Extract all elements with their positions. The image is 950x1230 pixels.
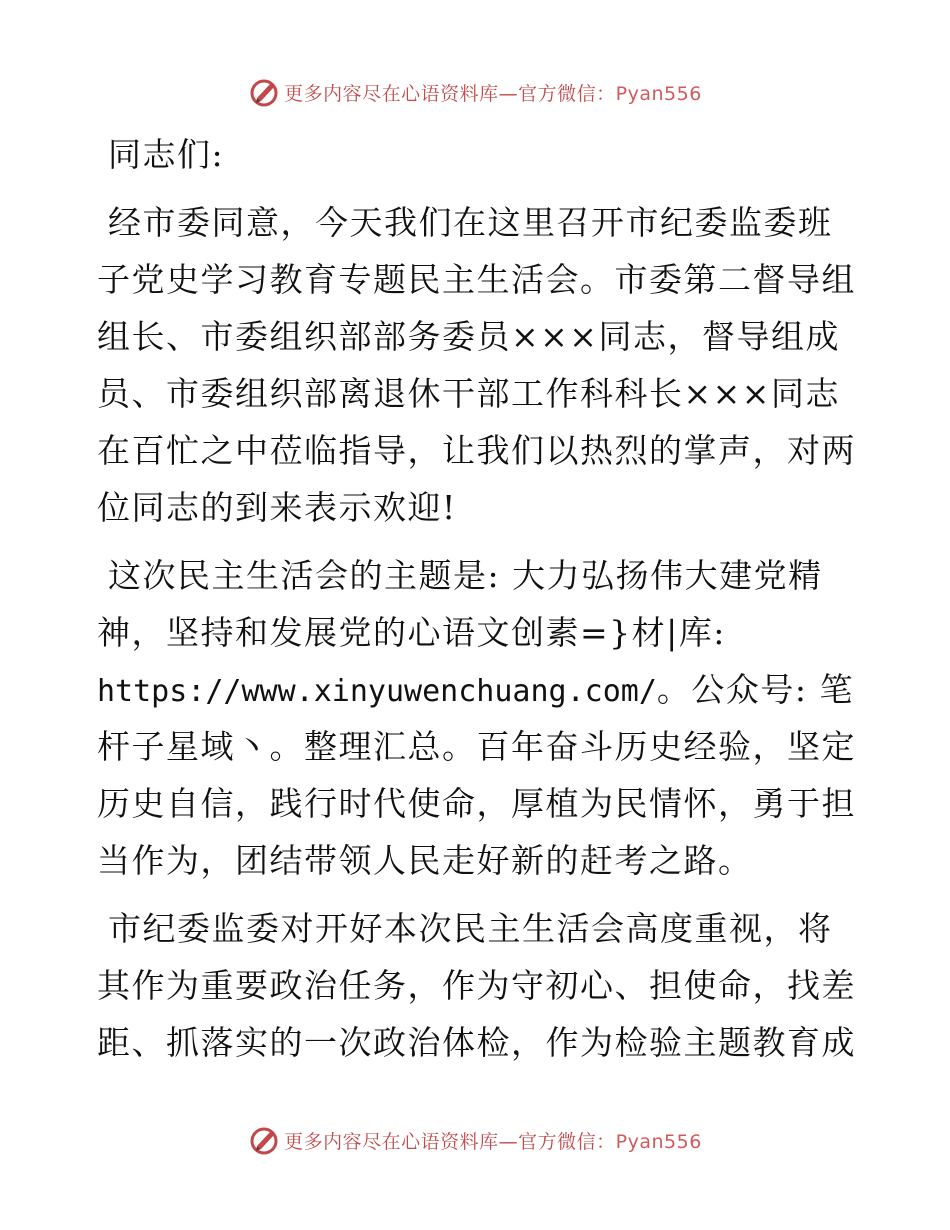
paragraph-line: 员、市委组织部离退休干部工作科科长×××同志	[97, 374, 840, 413]
paragraph-line: 市纪委监委对开好本次民主生活会高度重视，将	[108, 909, 833, 948]
paragraph-line: 其作为重要政治任务，作为守初心、担使命，找差	[97, 966, 856, 1005]
paragraph-2	[97, 547, 857, 889]
footer-banner	[0, 1120, 950, 1160]
salutation: 同志们:	[108, 135, 225, 174]
paragraph-line: 距、抓落实的一次政治体检，作为检验主题教育成	[97, 1023, 856, 1062]
pen-circle-icon	[248, 76, 280, 108]
paragraph-line: 在百忙之中莅临指导，让我们以热烈的掌声，对两	[97, 431, 856, 470]
paragraph-line: 经市委同意，今天我们在这里召开市纪委监委班	[108, 203, 833, 242]
header-banner	[0, 72, 950, 112]
footer-banner-text: 更多内容尽在心语资料库—官方微信：Pyan556	[284, 1130, 702, 1153]
paragraph-line: 当作为，团结带领人民走好新的赶考之路。	[97, 841, 753, 880]
header-wechat-id: Pyan556	[615, 82, 702, 105]
paragraph-line: 子党史学习教育专题民主生活会。市委第二督导组	[97, 260, 856, 299]
website-url: https://www.xinyuwenchuang.com/	[97, 674, 657, 709]
document-body	[97, 126, 857, 1071]
paragraph-line	[97, 661, 857, 718]
pen-circle-icon	[248, 1124, 280, 1156]
paragraph-line: 历史自信，践行时代使命，厚植为民情怀，勇于担	[97, 784, 856, 823]
header-banner-text: 更多内容尽在心语资料库—官方微信：Pyan556	[284, 82, 702, 105]
paragraph-line: 这次民主生活会的主题是: 大力弘扬伟大建党精	[108, 556, 823, 595]
wechat-account-text: 。公众号: 笔	[656, 670, 855, 709]
paragraph-line: 神，坚持和发展党的心语文创素=}材|库:	[97, 613, 726, 652]
paragraph-1	[97, 194, 857, 536]
paragraph-3	[97, 900, 857, 1071]
footer-wechat-id: Pyan556	[615, 1130, 702, 1153]
paragraph-line: 杆子星域丶。整理汇总。百年奋斗历史经验，坚定	[97, 727, 856, 766]
paragraph-line: 位同志的到来表示欢迎!	[97, 488, 457, 527]
paragraph-line: 组长、市委组织部部务委员×××同志，督导组成	[97, 317, 840, 356]
